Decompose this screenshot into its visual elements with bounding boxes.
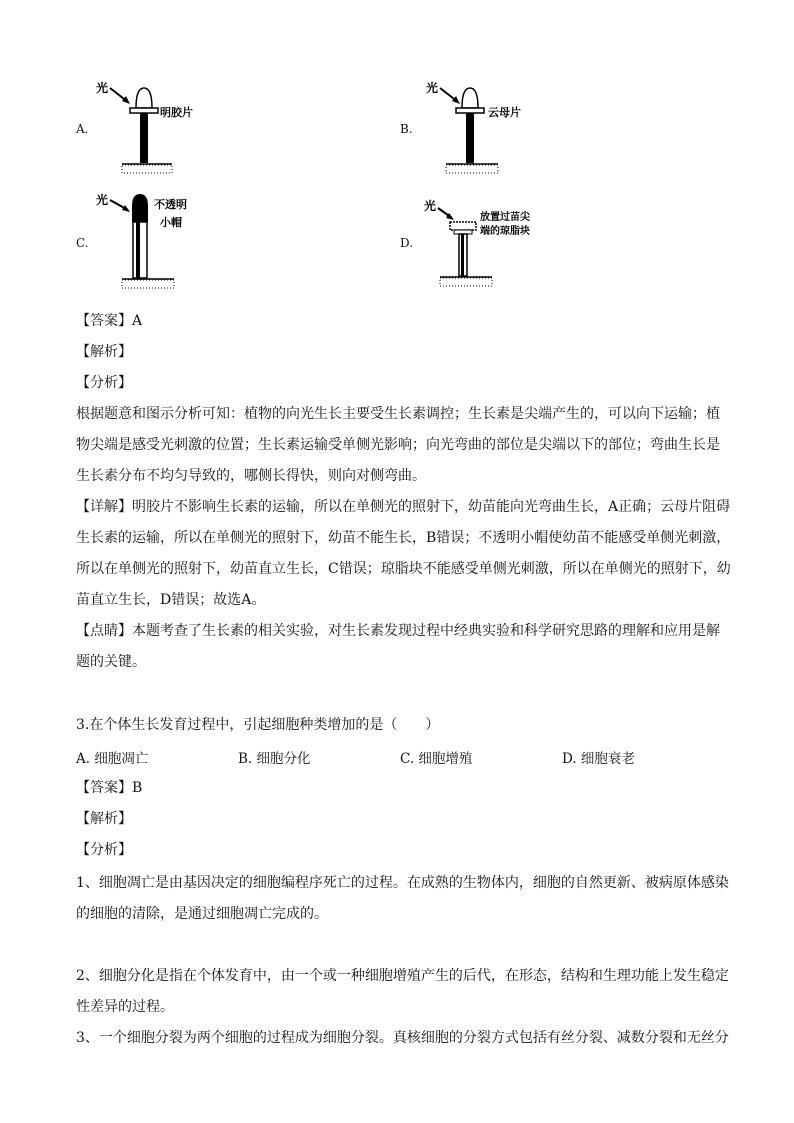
figure-label: 云母片 [488, 106, 521, 119]
q3-paragraph-2: 2、细胞分化是指在个体发育中，由一个或一种细胞增殖产生的后代，在形态，结构和生理功能上发生稳定 [76, 968, 729, 984]
q3-stem: 3.在个体生长发育过程中，引起细胞种类增加的是（ ） [76, 717, 440, 733]
stem-shade [136, 222, 140, 278]
q2-detail-line: 【详解】明胶片不影响生长素的运输，所以在单侧光的照射下，幼苗能向光弯曲生长，A正确；云母片阻碍 [76, 499, 731, 515]
option-c-label: C. [76, 236, 89, 250]
figure-label-line2: 小帽 [160, 216, 182, 229]
soil [440, 278, 492, 286]
soil [122, 165, 172, 173]
q2-comment-line: 题的关键。 [76, 654, 146, 670]
q2-answer: 【答案】A [76, 313, 143, 329]
arrow-head [122, 205, 130, 212]
stem-shade [461, 234, 464, 276]
agar-block [450, 222, 476, 230]
mica-sheet [456, 108, 484, 113]
light-label: 光 [426, 81, 439, 95]
option-d-label: D. [400, 236, 414, 250]
q2-analysis-line: 根据题意和图示分析可知：植物的向光生长主要受生长素调控；生长素是尖端产生的，可以向下运输；植 [76, 406, 720, 422]
q3-answer: 【答案】B [76, 780, 143, 796]
q3-choice-d: D. 细胞衰老 [562, 751, 635, 767]
soil [122, 280, 174, 288]
q3-paragraph-1: 的细胞的清除，是通过细胞凋亡完成的。 [76, 906, 328, 922]
seedling-stem [140, 113, 148, 163]
q3-paragraph-3: 3、一个细胞分裂为两个细胞的过程成为细胞分裂。真核细胞的分裂方式包括有丝分裂、减数分裂和无丝分 [76, 1030, 729, 1046]
seedling-tip [462, 88, 478, 108]
option-b-label: B. [400, 122, 413, 136]
q2-detail-line: 生长素的运输，所以在单侧光的照射下，幼苗不能生长，B错误；不透明小帽使幼苗不能感受单侧光刺激， [76, 530, 731, 546]
q3-paragraph-2: 性差异的过程。 [76, 999, 174, 1015]
seedling-stem [466, 113, 474, 163]
figure-a [92, 78, 222, 178]
q2-detail-line: 苗直立生长，D错误；故选A。 [76, 592, 266, 608]
figure-b [422, 78, 552, 178]
q3-paragraph-1: 1、细胞凋亡是由基因决定的细胞编程序死亡的过程。在成熟的生物体内，细胞的自然更新、被病原体感染 [76, 875, 729, 891]
q2-analysis-line: 生长素分布不均匀导致的，哪侧长得快，则向对侧弯曲。 [76, 468, 426, 484]
figure-label-line1: 不透明 [154, 198, 187, 211]
figure-label-line1: 放置过苗尖 [480, 212, 530, 223]
q3-fenxi-heading: 【分析】 [76, 842, 132, 858]
q3-choice-c: C. 细胞增殖 [400, 751, 473, 767]
q3-choice-b: B. 细胞分化 [238, 751, 311, 767]
figure-d [420, 196, 560, 296]
q2-fenxi-heading: 【分析】 [76, 375, 132, 391]
light-label: 光 [96, 193, 109, 207]
soil [446, 165, 498, 173]
light-label: 光 [96, 81, 109, 95]
figure-label: 明胶片 [160, 106, 193, 119]
seedling-tip [136, 88, 152, 108]
figure-label-line2: 端的琼脂块 [480, 226, 530, 237]
q2-detail-line: 所以在单侧光的照射下，幼苗直立生长，C错误；琼脂块不能感受单侧光刺激，所以在单侧光的照射下，幼 [76, 561, 731, 577]
q3-choice-a: A. 细胞凋亡 [76, 751, 149, 767]
opaque-cap [132, 194, 148, 222]
q2-analysis-line: 物尖端是感受光刺激的位置；生长素运输受单侧光影响；向光弯曲的部位是尖端以下的部位；弯曲生长是 [76, 437, 720, 453]
q3-jiexi-heading: 【解析】 [76, 811, 132, 827]
option-a-label: A. [76, 122, 89, 136]
figure-c [92, 188, 222, 296]
gelatin-sheet [130, 108, 158, 113]
q2-jiexi-heading: 【解析】 [76, 344, 132, 360]
q2-comment-line: 【点睛】本题考查了生长素的相关实验，对生长素发现过程中经典实验和科学研究思路的理解和应用是解 [76, 623, 720, 639]
light-label: 光 [424, 199, 437, 213]
